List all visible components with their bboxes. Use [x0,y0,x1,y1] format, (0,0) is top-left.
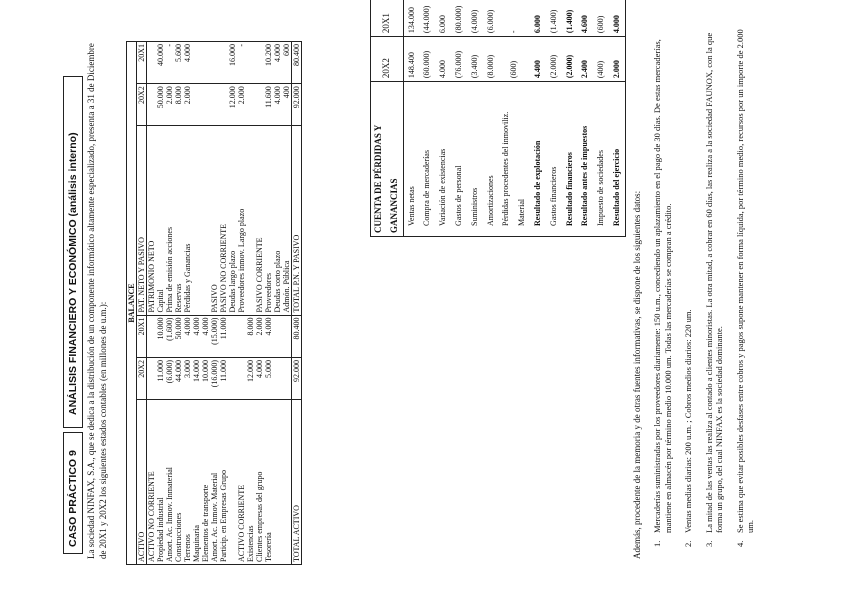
pyg-row-20x2: (76.000) [451,37,467,82]
activo-20x1 [228,315,237,357]
pyg-row-20x1: (4.000) [467,0,483,37]
pasivo-20x2: 2.000 [183,84,192,126]
case-label-box [63,432,83,554]
activo-20x1 [273,315,282,357]
activo-label: Tesorería [264,400,273,565]
list-item [704,29,725,547]
activo-20x2 [273,357,282,399]
intro-paragraph: La sociedad NINFAX, S.A., que se dedica a la distribución de un componente informático altamente especializado, presenta a 31 de Diciembre de 20X1 y 20X2 los siguientes estados contables (en millones de u.m.): [86,43,108,559]
list-item-number: 2. [683,540,693,547]
activo-20x1 [147,315,157,357]
col-activo: ACTIVO [137,400,147,565]
total-pasivo-20x1: 80.400 [292,42,302,84]
activo-20x1: 4.000 [201,315,210,357]
pasivo-20x1: 10.200 [264,42,273,84]
col-pasivo-20x1: 20X1 [137,42,147,84]
balance-row [156,42,165,565]
list-item-text: Mercaderías suministradas por los proveedores diariamente: 150 u.m., concediendo un aplazamiento en el pago de 30 días. De estas mercaderías, mantiene en almacén por término medio 10.000 um. Todas las mercaderías se compran a crédito. [652,39,673,533]
activo-20x2: 11.000 [156,357,165,399]
activo-20x2: 12.000 [246,357,255,399]
pasivo-20x2: 11.600 [264,84,273,126]
pyg-row-20x2: 2.000 [609,37,625,82]
pasivo-label: Prima de emisión acciones [165,126,174,315]
pyg-row-20x2: (3.400) [467,37,483,82]
list-item-text: Se estima que evitar posibles desfases entre cobros y pagos supone mantener en forma líquida, por término medio, recursos por un importe de 2.000 um. [734,29,755,533]
activo-20x1: 2.000 [255,315,264,357]
case-label: CASO PRÁCTICO 9 [67,450,79,547]
balance-row [192,42,201,565]
activo-label: Construcciones [174,400,183,565]
pyg-col-20x2: 20X2 [371,37,404,82]
activo-20x2: 4.000 [255,357,264,399]
pasivo-20x2: 400 [282,84,292,126]
pyg-row-20x2: 148.400 [403,37,419,82]
list-item-text: La mitad de las ventas las realiza al contado a clientes minoristas. La otra mitad, a cobrar en 60 días, las realiza a la sociedad FAUNOX, con la que forma un grupo, del cual NINFAX es la sociedad dominante. [703,32,724,533]
activo-20x2: 3.000 [183,357,192,399]
pasivo-label: PASIVO CORRIENTE [255,126,264,315]
total-activo-20x1: 80.400 [292,315,302,357]
pyg-row-label: Resultado antes de impuestos [577,82,593,237]
pasivo-20x1 [219,42,228,84]
activo-20x1: 4.000 [264,315,273,357]
activo-20x1: 10.000 [156,315,165,357]
pyg-row-label: Resultado financieros [562,82,578,237]
activo-20x2 [282,357,292,399]
pyg-row-20x1: 4.600 [577,0,593,37]
pasivo-20x1: 600 [282,42,292,84]
activo-20x1 [237,315,246,357]
total-pasivo-label: TOTAL P.N. Y PASIVO [292,126,302,315]
pyg-row-label: Resultado del ejercicio [609,82,625,237]
activo-label: Maquinaria [192,400,201,565]
pasivo-20x2: 12.000 [228,84,237,126]
list-item [735,29,756,547]
pasivo-label: PASIVO [210,126,219,315]
list-item [652,29,673,547]
balance-row [273,42,282,565]
balance-table [126,41,302,565]
pasivo-label: PASIVO NO CORRIENTE [219,126,228,315]
pyg-row [609,0,625,237]
pyg-row-20x1: (1.400) [546,0,562,37]
pyg-row [435,0,451,237]
pyg-row [451,0,467,237]
pasivo-20x1: - [237,42,246,84]
pyg-row-label: Variación de existencias [435,82,451,237]
pyg-row-label: Compra de mercaderías [419,82,435,237]
pasivo-20x2: 8.000 [174,84,183,126]
balance-row [201,42,210,565]
pasivo-20x2 [192,84,201,126]
balance-row [219,42,228,565]
balance-row [237,42,246,565]
pasivo-20x2 [255,84,264,126]
pasivo-label: Reservas [174,126,183,315]
pyg-header-row [371,0,404,237]
balance-total-row [292,42,302,565]
pyg-row-20x2: (2.000) [562,37,578,82]
activo-label: Amort. Ac. Inmov. Material [210,400,219,565]
activo-label: Terrenos [183,400,192,565]
pyg-row-20x2: (400) [593,37,609,82]
activo-label [228,400,237,565]
pasivo-label: Admón. Pública [282,126,292,315]
pyg-title: CUENTA DE PÉRDIDAS Y GANANCIAS [371,82,404,237]
pyg-col-20x1: 20X1 [371,0,404,37]
list-item-number: 4. [734,540,745,547]
pyg-row [593,0,609,237]
pyg-row [577,0,593,237]
pyg-row [419,0,435,237]
balance-row [147,42,157,565]
activo-20x2: 11.000 [219,357,228,399]
pasivo-20x2: 4.000 [273,84,282,126]
activo-20x1 [282,315,292,357]
pyg-row-20x1: (44.000) [419,0,435,37]
pasivo-20x2 [246,84,255,126]
balance-row [183,42,192,565]
pasivo-label [192,126,201,315]
pasivo-20x1: 4.000 [273,42,282,84]
balance-row [210,42,219,565]
pyg-row-label: Ventas netas [403,82,419,237]
pyg-row-20x1: 4.000 [609,0,625,37]
activo-label: ACTIVO CORRIENTE [237,400,246,565]
pasivo-20x2 [201,84,210,126]
pyg-row-20x1: 134.000 [403,0,419,37]
pyg-row [562,0,578,237]
pasivo-20x1 [255,42,264,84]
pyg-row [403,0,419,237]
pasivo-20x1 [201,42,210,84]
pasivo-20x2: 50.000 [156,84,165,126]
pyg-row-label: Gastos de personal [451,82,467,237]
balance-row [165,42,174,565]
balance-header-row [137,42,147,565]
activo-20x2: (6.000) [165,357,174,399]
pyg-row-20x1: (1.400) [562,0,578,37]
pasivo-label: Pérdidas y Ganancias [183,126,192,315]
activo-label: Existencias [246,400,255,565]
activo-label: ACTIVO NO CORRIENTE [147,400,157,565]
activo-20x2: 14.000 [192,357,201,399]
activo-label: Amort. Ac. Inmov. Inmaterial [165,400,174,565]
pasivo-20x2: 2.000 [237,84,246,126]
additional-data-paragraph: Además, procedente de la memoria y de otras fuentes informativas, se dispone de los siguientes datos: [632,190,642,559]
pasivo-20x1 [192,42,201,84]
activo-20x1: 8.000 [246,315,255,357]
pasivo-20x2 [210,84,219,126]
list-item-number: 3. [703,540,714,547]
pyg-row [546,0,562,237]
col-pasivo: PAT. NETO Y PASIVO [137,126,147,315]
pasivo-20x2: 2.000 [165,84,174,126]
activo-label: Elementos de transporte [201,400,210,565]
activo-20x2 [237,357,246,399]
pyg-row-20x2: 4.000 [435,37,451,82]
pyg-row-20x1: (6.000) [483,0,499,37]
total-pasivo-20x2: 92.000 [292,84,302,126]
activo-20x2 [147,357,157,399]
pyg-row-20x2: 4.400 [530,37,546,82]
data-list [652,29,766,547]
pyg-table [370,0,626,237]
balance-title: BALANCE [127,42,137,565]
list-item [683,29,694,547]
case-title: ANÁLISIS FINANCIERO Y ECONÓMICO (análisis interno) [67,132,79,415]
pyg-row-20x2: (2.000) [546,37,562,82]
activo-20x2: 5.000 [264,357,273,399]
activo-20x1: (1.600) [165,315,174,357]
pyg-row-label: Amortizaciones [483,82,499,237]
balance-row [246,42,255,565]
pasivo-label: PATRIMONIO NETO [147,126,157,315]
pasivo-20x1 [246,42,255,84]
activo-label [273,400,282,565]
pyg-row-20x1: (80.000) [451,0,467,37]
pasivo-label: Deudas corto plazo [273,126,282,315]
pasivo-20x1: 5.600 [174,42,183,84]
pasivo-label: Deudas largo plazo [228,126,237,315]
case-title-box [63,76,83,428]
balance-row [228,42,237,565]
pasivo-label: Proveedores inmov. Largo plazo [237,126,246,315]
pyg-row-20x1: - [498,0,530,37]
balance-row [264,42,273,565]
pasivo-label: Proveedores [264,126,273,315]
activo-label: Particip. en Empresas Grupo [219,400,228,565]
pyg-row-20x1: 6.000 [435,0,451,37]
total-activo-20x2: 92.000 [292,357,302,399]
pasivo-20x1: 16.000 [228,42,237,84]
list-item-text: Ventas medias diarias: 200 u.m. ; Cobros medios diarios: 220 um. [683,309,693,533]
total-activo-label: TOTAL ACTIVO [292,400,302,565]
pyg-row-label: Suministros [467,82,483,237]
pyg-row-20x1: (600) [593,0,609,37]
pasivo-20x1: - [165,42,174,84]
pasivo-20x1 [147,42,157,84]
pyg-row-20x2: (8.000) [483,37,499,82]
activo-20x1: 4.000 [192,315,201,357]
balance-row [282,42,292,565]
pyg-row [467,0,483,237]
pasivo-20x1: 40.000 [156,42,165,84]
activo-label [282,400,292,565]
pyg-row-20x2: (60.000) [419,37,435,82]
activo-20x2: 10.000 [201,357,210,399]
balance-title-row [127,42,137,565]
col-activo-20x1: 20X1 [137,315,147,357]
pasivo-20x2 [147,84,157,126]
pyg-row-label: Pérdidas procedentes del inmoviliz. Material [498,82,530,237]
pyg-row [530,0,546,237]
pyg-row-label: Impuesto de sociedades [593,82,609,237]
balance-row [255,42,264,565]
pyg-row [483,0,499,237]
activo-20x2: 44.000 [174,357,183,399]
pasivo-20x1 [210,42,219,84]
list-item-number: 1. [652,540,662,547]
pasivo-label [201,126,210,315]
activo-label: Clientes empresas del grupo [255,400,264,565]
col-pasivo-20x2: 20X2 [137,84,147,126]
activo-20x1: 50.000 [174,315,183,357]
pasivo-20x1: 4.000 [183,42,192,84]
activo-20x2: (16.000) [210,357,219,399]
pasivo-label: Capital [156,126,165,315]
balance-row [174,42,183,565]
pyg-row-20x1: 6.000 [530,0,546,37]
activo-20x1: 4.000 [183,315,192,357]
pyg-row-20x2: (600) [498,37,530,82]
pyg-row-20x2: 2.400 [577,37,593,82]
activo-label: Propiedad industrial [156,400,165,565]
activo-20x1: (15.000) [210,315,219,357]
activo-20x1: 11.000 [219,315,228,357]
activo-20x2 [228,357,237,399]
col-activo-20x2: 20X2 [137,357,147,399]
pyg-row [498,0,530,237]
pasivo-20x2 [219,84,228,126]
pyg-row-label: Gastos financieros [546,82,562,237]
pasivo-label [246,126,255,315]
pyg-row-label: Resultado de explotación [530,82,546,237]
